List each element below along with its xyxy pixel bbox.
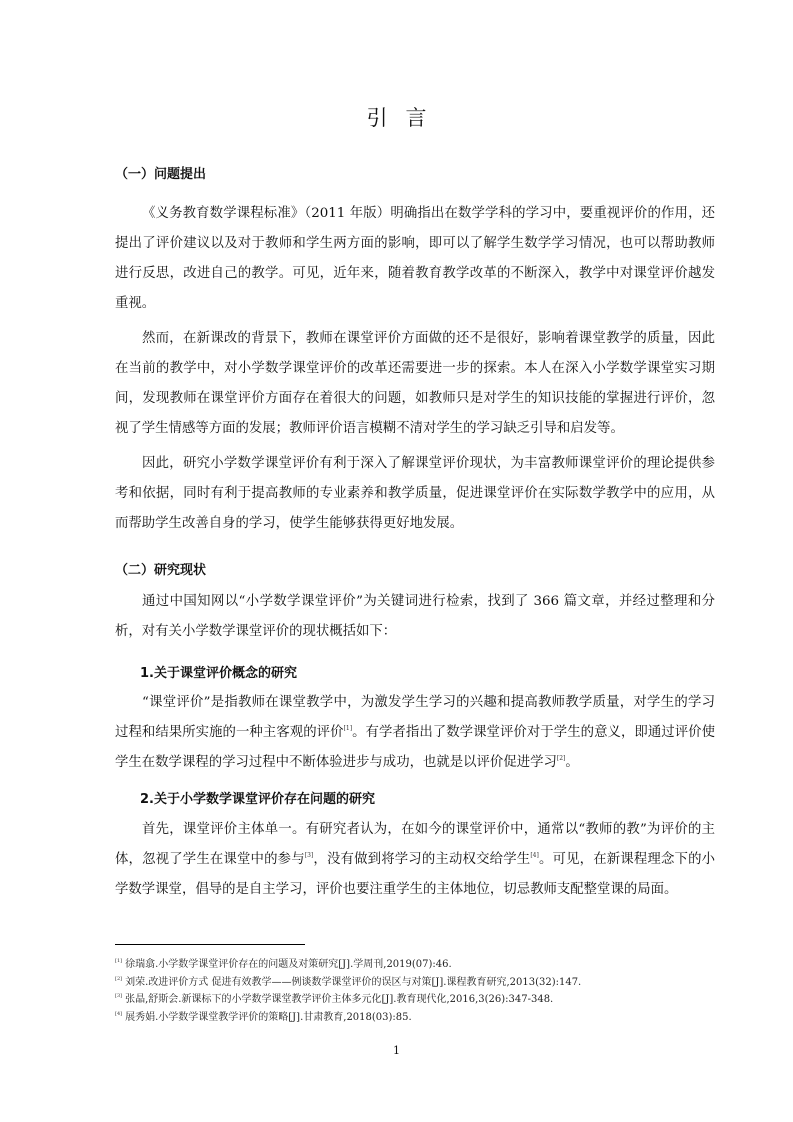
footnote-mark: [4] — [115, 1011, 123, 1017]
footnote — [115, 1011, 412, 1025]
footnote — [115, 976, 581, 990]
footnote — [115, 958, 452, 972]
footnote-text: 张晶,舒斯会.新课标下的小学数学课堂教学评价主体多元化[J].教育现代化,2016,3(26):347-348. — [125, 994, 554, 1005]
footnote-mark: [3] — [115, 993, 123, 999]
section-heading-problem: （一）问题提出 — [115, 167, 207, 182]
citation-ref[interactable]: [1] — [343, 725, 353, 732]
subsection-heading: 2.关于小学数学课堂评价存在问题的研究 — [140, 792, 375, 807]
citation-ref[interactable]: [3] — [304, 852, 314, 859]
subsection-heading: 1.关于课堂评价概念的研究 — [140, 666, 297, 681]
citation-ref[interactable]: [4] — [530, 852, 539, 859]
paragraph — [115, 815, 715, 905]
footnote-text: 展秀娟.小学数学课堂教学评价的策略[J].甘肃教育,2018(03):85. — [125, 1012, 412, 1023]
paragraph — [115, 688, 715, 778]
section-heading-status: （二）研究现状 — [115, 563, 207, 578]
text-run: ，没有做到将学习的主动权交给学生 — [313, 852, 531, 867]
text-run: “课堂评价”是指教师在课堂教学中，为激发学生学习的兴趣和提高教师教学质量，对学生的学习过程和结果所实施的一种主客观的评价 — [115, 695, 715, 740]
text-run: 。可见，在新课程理念下的小学数学课堂，倡导的是自主学习，评价也要注重学生的主体地位，切忌教师支配整堂课的局面。 — [115, 852, 716, 897]
footnote-mark: [1] — [115, 958, 123, 964]
citation-ref[interactable]: [2] — [556, 755, 566, 762]
footnote — [115, 993, 553, 1007]
paragraph: 《义务教育数学课程标准》（2011 年版）明确指出在数学学科的学习中，要重视评价的作用，还提出了评价建议以及对于教师和学生两方面的影响，即可以了解学生数学学习情况，也可以帮助教师进行反思，改进自己的教学。可见，近年来，随着教育教学改革的不断深入，教学中对课堂评价越发重视。 — [115, 206, 715, 311]
footnote-text: 刘荣.改进评价方式 促进有效教学——例谈数学课堂评价的误区与对策[J].课程教育研究,2013(32):147. — [125, 977, 582, 988]
page-title: 引言 — [366, 106, 445, 130]
paragraph: 通过中国知网以“小学数学课堂评价”为关键词进行检索，找到了 366 篇文章，并经过整理和分析，对有关小学数学课堂评价的现状概括如下： — [115, 594, 715, 639]
text-run: 。 — [565, 755, 579, 770]
footnote-text: 徐瑞翕.小学数学课堂评价存在的问题及对策研究[J].学周刊,2019(07):46. — [125, 959, 452, 970]
text-run: 首先，课堂评价主体单一。有研究者认为，在如今的课堂评价中，通常以“教师的教”为评价的主体，忽视了学生在课堂中的参与 — [115, 822, 715, 867]
page-number: 1 — [393, 1044, 400, 1057]
footnote-divider — [115, 944, 305, 945]
paragraph: 因此，研究小学数学课堂评价有利于深入了解课堂评价现状，为丰富教师课堂评价的理论提供参考和依据，同时有利于提高教师的专业素养和教学质量，促进课堂评价在实际数学教学中的应用，从而帮助学生改善自身的学习，使学生能够获得更好地发展。 — [115, 456, 715, 531]
footnote-mark: [2] — [115, 976, 123, 982]
paragraph: 然而，在新课改的背景下，教师在课堂评价方面做的还不是很好，影响着课堂教学的质量，因此在当前的教学中，对小学数学课堂评价的改革还需要进一步的探索。本人在深入小学数学课堂实习期间，发现教师在课堂评价方面存在着很大的问题，如教师只是对学生的知识技能的掌握进行评价，忽视了学生情感等方面的发展；教师评价语言模糊不清对学生的学习缺乏引导和启发等。 — [115, 331, 715, 436]
text-run: 。有学者指出了数学课堂评价对于学生的意义，即通过评价使学生在数学课程的学习过程中不断体验进步与成功，也就是以评价促进学习 — [115, 725, 716, 770]
